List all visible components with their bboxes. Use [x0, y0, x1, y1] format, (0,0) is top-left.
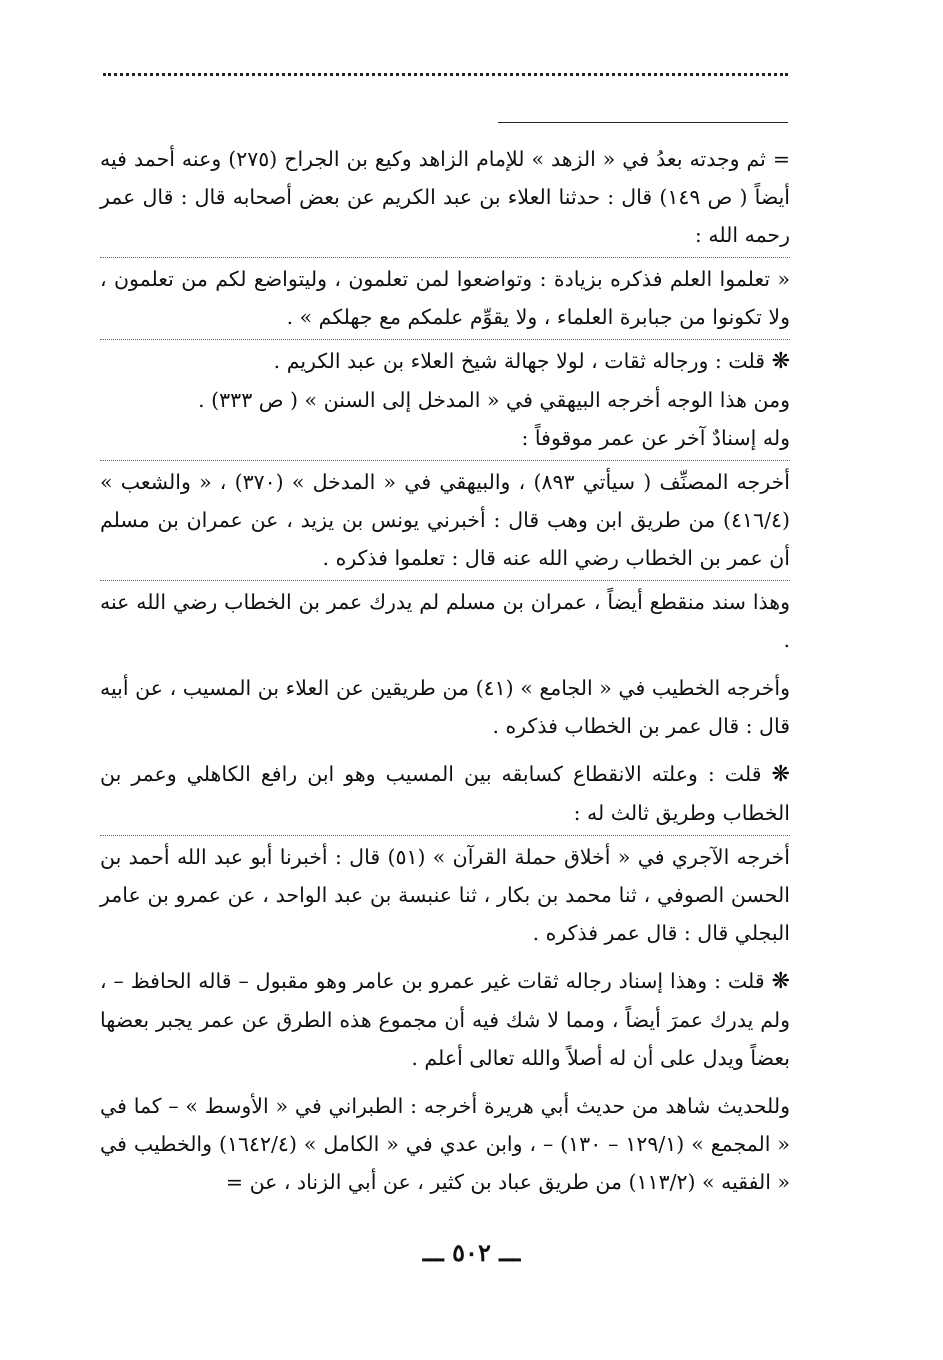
footnote-divider [498, 122, 788, 123]
paragraph-text: قلت : وعلته الانقطاع كسابقه بين المسيب وهو ابن رافع الكاهلي وعمر بن الخطاب وطريق ثالث له : [100, 762, 790, 825]
paragraph: ومن هذا الوجه أخرجه البيهقي في « المدخل إلى السنن » ( ص ٣٣٣) . [198, 388, 790, 412]
paragraph: أخرجه المصنِّف ( سيأتي ٨٩٣) ، والبيهقي في « المدخل » (٣٧٠) ، « والشعب » (٤١٦/٤) من طريق ابن وهب قال : أخبرني يونس بن يزيد ، عن عمران بن مسلم أن عمر بن الخطاب رضي الله عنه قال : تعلموا فذكره . [100, 460, 790, 577]
star-ornament-icon: ❋ [771, 349, 790, 374]
paragraph-text: قلت : وهذا إسناد رجاله ثقات غير عمرو بن عامر وهو مقبول – قاله الحافظ – ، ولم يدرك عمرَ أيضاً ، ومما لا شك فيه أن مجموع هذه الطرق عن عمر يجبر بعضها بعضاً ويدل على أن له أصلاً والله تعالى أعلم . [100, 969, 790, 1070]
paragraph: وهذا سند منقطع أيضاً ، عمران بن مسلم لم يدرك عمر بن الخطاب رضي الله عنه . [100, 580, 790, 659]
paragraph-note [100, 755, 790, 832]
paragraph-note [100, 962, 790, 1077]
star-ornament-icon: ❋ [771, 762, 790, 787]
paragraph: أخرجه الآجري في « أخلاق حملة القرآن » (٥١) قال : أخبرنا أبو عبد الله أحمد بن الحسن الصوفي ، ثنا محمد بن بكار ، ثنا عنبسة بن عبد الواحد ، عن عمرو بن عامر البجلي قال : قال عمر فذكره . [100, 835, 790, 952]
paragraph-text: قلت : ورجاله ثقات ، لولا جهالة شيخ العلاء بن عبد الكريم . [273, 349, 766, 373]
paragraph: وله إسنادٌ آخر عن عمر موقوفاً : [521, 426, 790, 450]
star-ornament-icon: ❋ [771, 969, 790, 994]
paragraph-note [100, 339, 790, 381]
top-dotted-divider [103, 73, 788, 76]
paragraph: « تعلموا العلم فذكره بزيادة : وتواضعوا لمن تعلمون ، وليتواضع لكم من تعلمون ، ولا تكونوا من جبابرة العلماء ، ولا يقوِّم علمكم مع جهلكم » . [100, 257, 790, 336]
page-number: ـــ ٥٠٢ ـــ [422, 1238, 521, 1267]
page-body [100, 140, 790, 1201]
paragraph: = ثم وجدته بعدُ في « الزهد » للإمام الزاهد وكيع بن الجراح (٢٧٥) وعنه أحمد فيه أيضاً ( ص ١٤٩) قال : حدثنا العلاء بن عبد الكريم عن بعض أصحابه قال : قال عمر رحمه الله : [100, 147, 791, 247]
paragraph: وأخرجه الخطيب في « الجامع » (٤١) من طريقين عن العلاء بن المسيب ، عن أبيه قال : قال عمر بن الخطاب فذكره . [100, 676, 790, 738]
paragraph: وللحديث شاهد من حديث أبي هريرة أخرجه : الطبراني في « الأوسط » – كما في « المجمع » (١٢٩/١ – ١٣٠) – ، وابن عدي في « الكامل » (١٦٤٢/٤) والخطيب في « الفقيه » (١١٣/٢) من طريق عباد بن كثير ، عن أبي الزناد ، عن = [100, 1094, 790, 1194]
